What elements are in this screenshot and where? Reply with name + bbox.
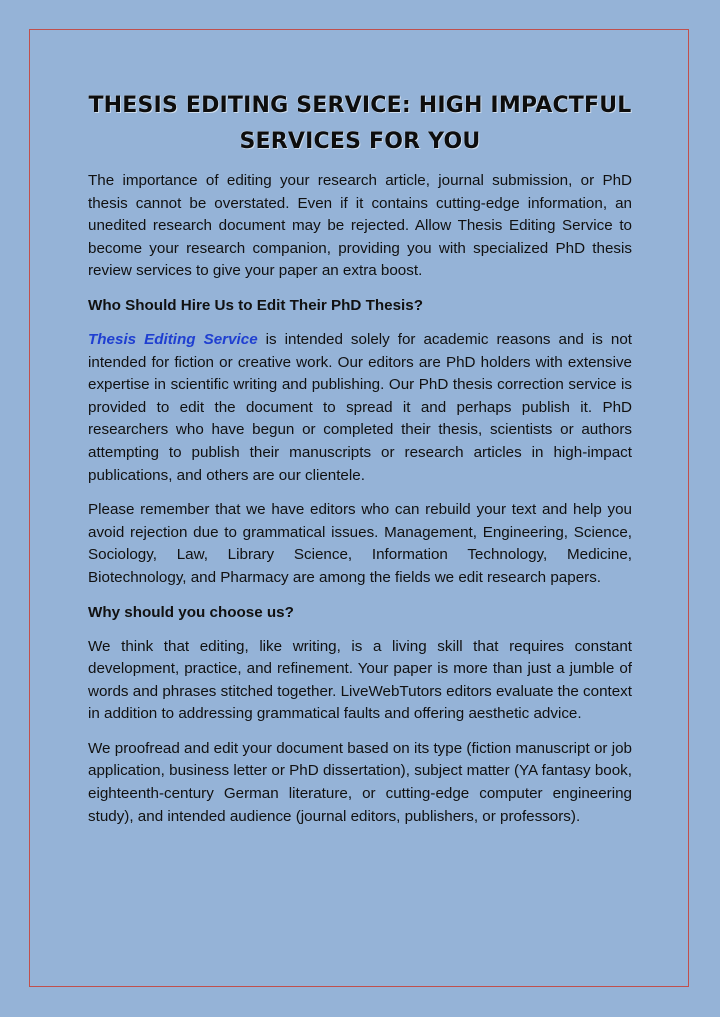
- proofread-paragraph: We proofread and edit your document based on its type (fiction manuscript or job application, business letter or PhD dissertation), subject matter (YA fantasy book, eighteenth-century German literature, or cutting-edge computer engineering study), and intended audience (journal editors, publishers, or professors).: [88, 739, 632, 825]
- editing-skill-paragraph: We think that editing, like writing, is a living skill that requires constant development, practice, and refinement. Your paper is more than just a jumble of words and phrases stitched together. LiveWebTutors editors evaluate the context in addition to addressing grammatical faults and offering aesthetic advice.: [88, 637, 632, 723]
- editors-fields-paragraph: Please remember that we have editors who can rebuild your text and help you avoid rejection due to grammatical issues. Management, Engineering, Science, Sociology, Law, Library Science, Information Technology, Medicine, Biotechnology, and Pharmacy are among the fields we edit research papers.: [88, 501, 632, 586]
- page-title-line-1: THESIS EDITING SERVICE: HIGH IMPACTFUL: [88, 93, 632, 118]
- page-title-line-2: SERVICES FOR YOU: [239, 129, 481, 154]
- page-title: [88, 88, 632, 160]
- thesis-editing-service-link[interactable]: Thesis Editing Service: [88, 330, 258, 348]
- intro-paragraph: The importance of editing your research article, journal submission, or PhD thesis cannot be overstated. Even if it contains cutting-edge information, an unedited research document may be rejected. Allow Thesis Editing Service to become your research companion, providing you with specialized PhD thesis review services to give your paper an extra boost.: [88, 172, 632, 280]
- service-description-text: is intended solely for academic reasons and is not intended for fiction or creative work. Our editors are PhD holders with extensive expertise in scientific writing and publishing. Our PhD thesis correction service is provided to edit the document to spread it and perhaps publish it. PhD researchers who have begun or completed their thesis, scientists or authors attempting to publish their manuscripts or research articles in high-impact publications, and others are our clientele.: [88, 330, 632, 484]
- document-body: [88, 88, 632, 840]
- section-heading-who-should-hire: Who Should Hire Us to Edit Their PhD Thesis?: [88, 296, 423, 314]
- section-heading-why-choose-us: Why should you choose us?: [88, 603, 294, 621]
- service-description-paragraph: [88, 329, 632, 487]
